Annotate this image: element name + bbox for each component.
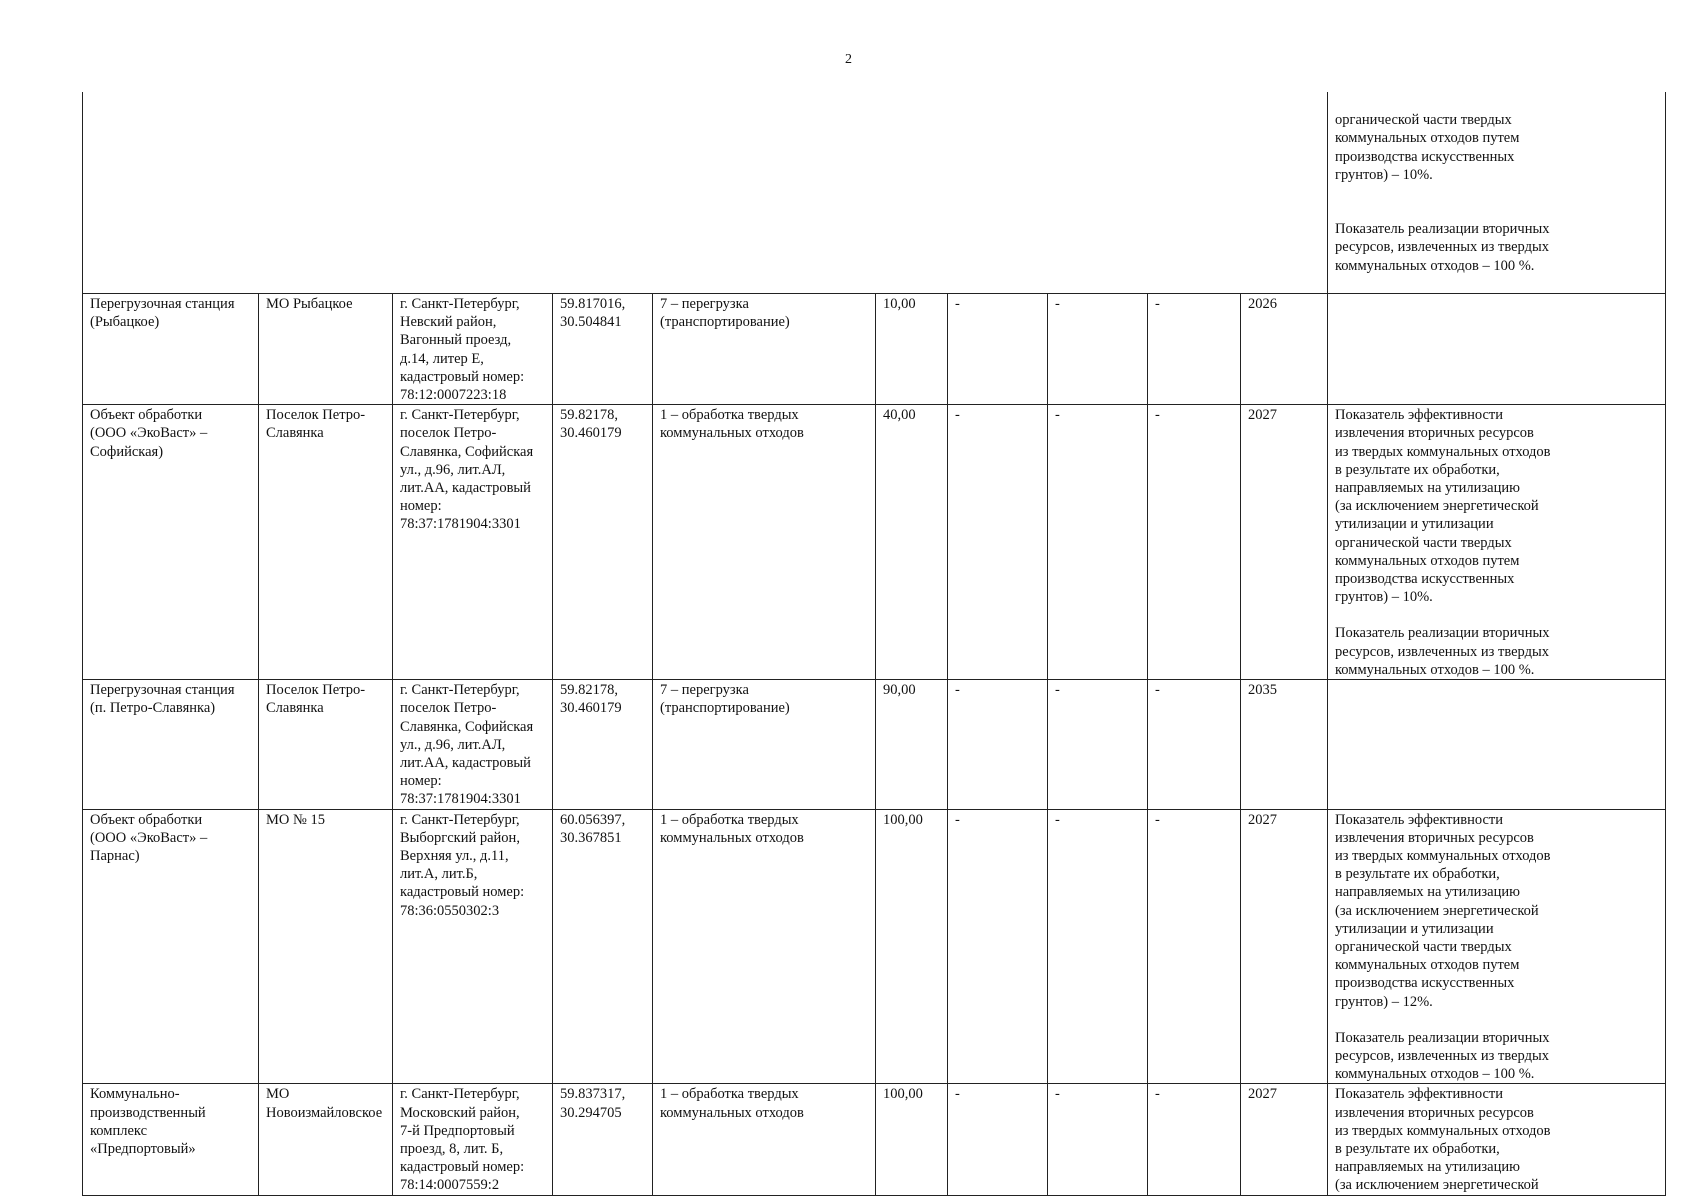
municipality-cell: Поселок Петро- Славянка <box>259 680 393 809</box>
continuation-indicators-cell <box>1328 92 1666 294</box>
indicators-cell <box>1328 294 1666 405</box>
indicator-paragraph: Показатель эффективности извлечения вторичных ресурсов из твердых коммунальных отходов в результате их обработки, направляемых на утилизацию (за исключением энергетической утилизации и утилизации органической части твердых коммунальных отходов путем производства искусственных грунтов) – 10%. <box>1335 407 1551 606</box>
dash-cell: - <box>1148 294 1241 405</box>
dash-cell: - <box>1048 294 1148 405</box>
coordinates-cell: 59.837317, 30.294705 <box>553 1084 653 1195</box>
indicator-paragraph: Показатель реализации вторичных ресурсов, извлеченных из твердых коммунальных отходов – 100 %. <box>1335 221 1550 274</box>
address-cell: г. Санкт-Петербург, Московский район, 7-й Предпортовый проезд, 8, лит. Б, кадастровый номер: 78:14:0007559:2 <box>393 1084 553 1195</box>
dash-cell: - <box>948 680 1048 809</box>
indicators-cell <box>1328 680 1666 809</box>
coordinates-cell: 59.82178, 30.460179 <box>553 405 653 680</box>
municipality-cell: МО Новоизмайловское <box>259 1084 393 1195</box>
activity-type-cell: 7 – перегрузка (транспортирование) <box>653 680 876 809</box>
indicators-cell <box>1328 1084 1666 1195</box>
table-row <box>83 405 1666 680</box>
facility-name-cell: Объект обработки (ООО «ЭкоВаст» – Софийская) <box>83 405 259 680</box>
activity-type-cell: 1 – обработка твердых коммунальных отходов <box>653 1084 876 1195</box>
year-cell: 2035 <box>1241 680 1328 809</box>
coordinates-cell: 59.82178, 30.460179 <box>553 680 653 809</box>
year-cell: 2027 <box>1241 405 1328 680</box>
dash-cell: - <box>1148 405 1241 680</box>
address-cell: г. Санкт-Петербург, Невский район, Вагонный проезд, д.14, литер Е, кадастровый номер: 78:12:0007223:18 <box>393 294 553 405</box>
dash-cell: - <box>1148 1084 1241 1195</box>
page-number: 2 <box>845 52 852 67</box>
municipality-cell: МО Рыбацкое <box>259 294 393 405</box>
indicator-paragraph: Показатель реализации вторичных ресурсов, извлеченных из твердых коммунальных отходов – 100 %. <box>1335 625 1550 678</box>
coordinates-cell: 60.056397, 30.367851 <box>553 809 653 1084</box>
table-body <box>83 92 1666 1195</box>
indicators-cell <box>1328 405 1666 680</box>
indicator-paragraph: Показатель эффективности извлечения вторичных ресурсов из твердых коммунальных отходов в результате их обработки, направляемых на утилизацию (за исключением энергетической <box>1335 1086 1551 1194</box>
address-cell: г. Санкт-Петербург, поселок Петро- Славянка, Софийская ул., д.96, лит.АЛ, лит.АА, кадастровый номер: 78:37:1781904:3301 <box>393 680 553 809</box>
dash-cell: - <box>1048 680 1148 809</box>
dash-cell: - <box>1148 809 1241 1084</box>
capacity-cell: 90,00 <box>876 680 948 809</box>
indicator-paragraph: Показатель реализации вторичных ресурсов, извлеченных из твердых коммунальных отходов – 100 %. <box>1335 1029 1550 1083</box>
facility-name-cell: Коммунально- производственный комплекс «Предпортовый» <box>83 1084 259 1195</box>
continuation-row <box>83 92 1666 294</box>
capacity-cell: 100,00 <box>876 1084 948 1195</box>
year-cell: 2027 <box>1241 809 1328 1084</box>
year-cell: 2027 <box>1241 1084 1328 1195</box>
address-cell: г. Санкт-Петербург, Выборгский район, Верхняя ул., д.11, лит.А, лит.Б, кадастровый номер: 78:36:0550302:3 <box>393 809 553 1084</box>
table-row <box>83 1084 1666 1195</box>
activity-type-cell: 1 – обработка твердых коммунальных отходов <box>653 809 876 1084</box>
indicator-paragraph: Показатель эффективности извлечения вторичных ресурсов из твердых коммунальных отходов в результате их обработки, направляемых на утилизацию (за исключением энергетической утилизации и утилизации органической части твердых коммунальных отходов путем производства искусственных грунтов) – 12%. <box>1335 811 1551 1010</box>
dash-cell: - <box>948 294 1048 405</box>
dash-cell: - <box>1148 680 1241 809</box>
capacity-cell: 10,00 <box>876 294 948 405</box>
coordinates-cell: 59.817016, 30.504841 <box>553 294 653 405</box>
indicators-cell <box>1328 809 1666 1084</box>
dash-cell: - <box>1048 405 1148 680</box>
facility-name-cell: Объект обработки (ООО «ЭкоВаст» – Парнас) <box>83 809 259 1084</box>
table-row <box>83 680 1666 809</box>
facility-name-cell: Перегрузочная станция (Рыбацкое) <box>83 294 259 405</box>
facilities-table <box>82 92 1666 1196</box>
dash-cell: - <box>948 405 1048 680</box>
dash-cell: - <box>1048 1084 1148 1195</box>
address-cell: г. Санкт-Петербург, поселок Петро- Славянка, Софийская ул., д.96, лит.АЛ, лит.АА, кадастровый номер: 78:37:1781904:3301 <box>393 405 553 680</box>
dash-cell: - <box>1048 809 1148 1084</box>
dash-cell: - <box>948 1084 1048 1195</box>
table-row <box>83 809 1666 1084</box>
capacity-cell: 100,00 <box>876 809 948 1084</box>
activity-type-cell: 7 – перегрузка (транспортирование) <box>653 294 876 405</box>
municipality-cell: Поселок Петро- Славянка <box>259 405 393 680</box>
table-row <box>83 294 1666 405</box>
activity-type-cell: 1 – обработка твердых коммунальных отходов <box>653 405 876 680</box>
dash-cell: - <box>948 809 1048 1084</box>
municipality-cell: МО № 15 <box>259 809 393 1084</box>
capacity-cell: 40,00 <box>876 405 948 680</box>
facility-name-cell: Перегрузочная станция (п. Петро-Славянка) <box>83 680 259 809</box>
year-cell: 2026 <box>1241 294 1328 405</box>
continuation-empty-cell <box>83 92 1328 294</box>
indicator-paragraph: органической части твердых коммунальных отходов путем производства искусственных грунтов) – 10%. <box>1335 112 1520 183</box>
